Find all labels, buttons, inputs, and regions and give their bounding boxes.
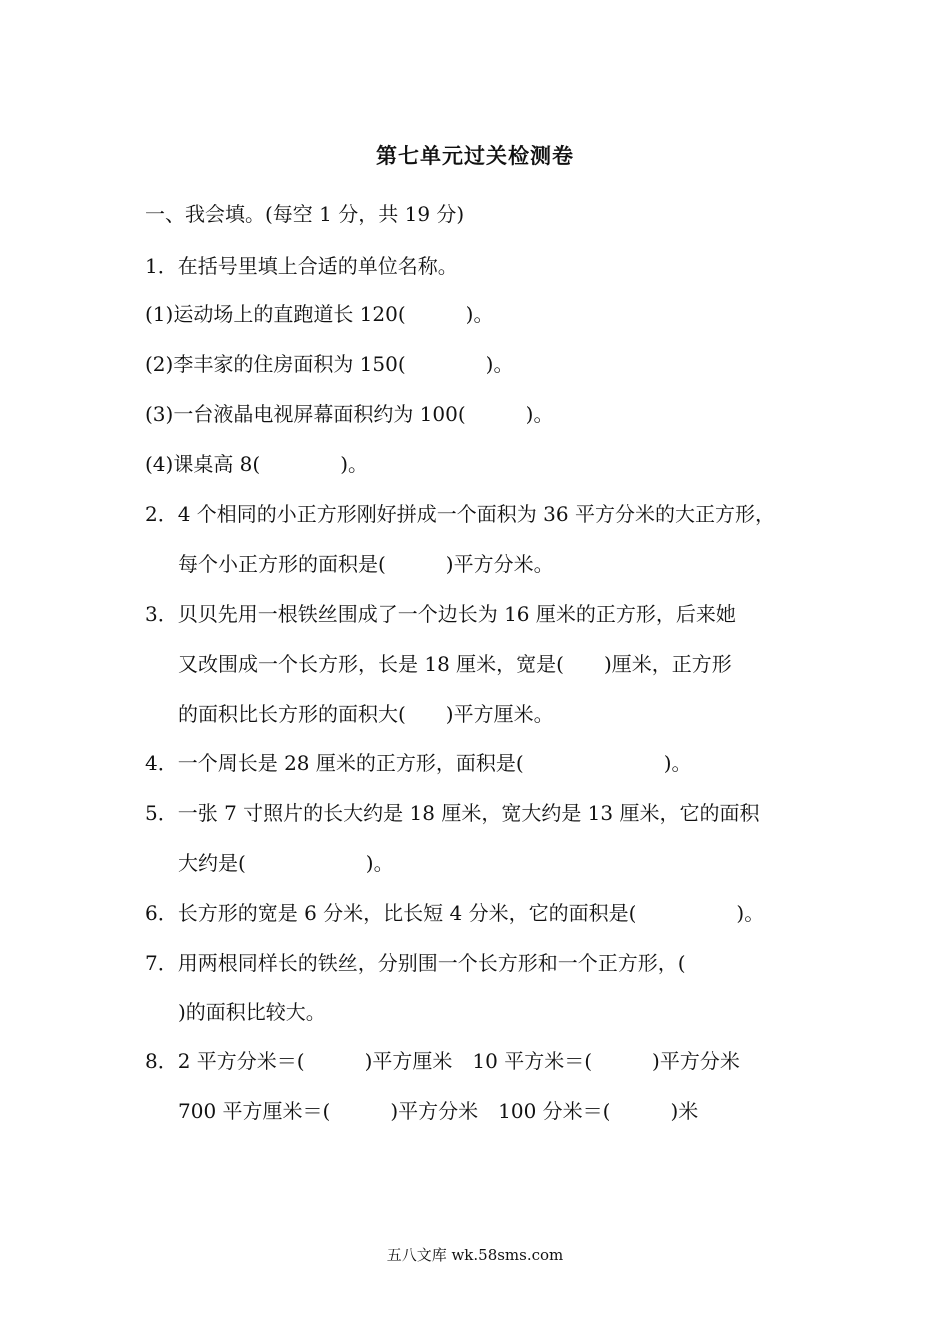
question-1-stem: 1．在括号里填上合适的单位名称。 [145,254,458,278]
question-1-part-4: (4)课桌高 8( )。 [145,452,369,476]
question-7-line-2: )的面积比较大。 [178,1000,326,1024]
question-2-line-2: 每个小正方形的面积是( )平方分米。 [178,552,554,576]
page-title: 第七单元过关检测卷 [376,143,574,168]
question-3-line-1: 3．贝贝先用一根铁丝围成了一个边长为 16 厘米的正方形，后来她 [145,602,736,626]
question-8-line-1: 8．2 平方分米＝( )平方厘米 10 平方米＝( )平方分米 [145,1049,740,1073]
footer-source: 五八文库 wk.58sms.com [386,1246,564,1264]
question-4: 4．一个周长是 28 厘米的正方形，面积是( )。 [145,751,692,775]
question-2-line-1: 2．4 个相同的小正方形刚好拼成一个面积为 36 平方分米的大正方形， [145,502,775,526]
question-6: 6．长方形的宽是 6 分米，比长短 4 分米，它的面积是( )。 [145,901,765,925]
question-3-line-3: 的面积比长方形的面积大( )平方厘米。 [178,702,554,726]
question-5-line-2: 大约是( )。 [178,851,394,875]
question-8-line-2: 700 平方厘米＝( )平方分米 100 分米＝( )米 [178,1099,699,1123]
question-1-part-2: (2)李丰家的住房面积为 150( )。 [145,352,514,376]
question-1-part-1: (1)运动场上的直跑道长 120( )。 [145,302,494,326]
question-3-line-2: 又改围成一个长方形，长是 18 厘米，宽是( )厘米，正方形 [178,652,732,676]
question-1-part-3: (3)一台液晶电视屏幕面积约为 100( )。 [145,402,554,426]
section-heading: 一、我会填。(每空 1 分，共 19 分) [145,202,465,226]
question-5-line-1: 5．一张 7 寸照片的长大约是 18 厘米，宽大约是 13 厘米，它的面积 [145,801,760,825]
question-7-line-1: 7．用两根同样长的铁丝，分别围一个长方形和一个正方形，( [145,951,686,975]
